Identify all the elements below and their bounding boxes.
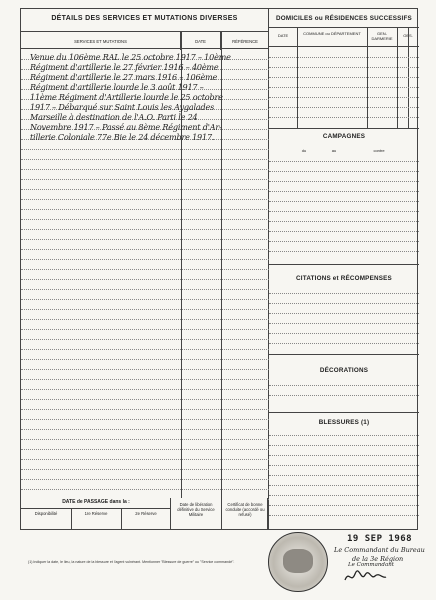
decorations-title: DÉCORATIONS (319, 367, 369, 374)
ruled-line (269, 77, 419, 78)
form-frame (20, 8, 418, 530)
ruled-line (269, 117, 419, 118)
ruled-line (269, 251, 419, 252)
ruled-line (21, 209, 269, 210)
service-entry: 1917 – Débarqué sur Saint Louis les Aygalades (30, 102, 215, 112)
ruled-line (21, 399, 269, 400)
ruled-line (269, 445, 419, 446)
ruled-line (269, 171, 419, 172)
stamp-commandant: Le Commandant du Bureau (334, 546, 425, 554)
ruled-line (269, 333, 419, 334)
ruled-line (21, 479, 269, 480)
services-title: DÉTAILS DES SERVICES ET MUTATIONS DIVERSES (51, 15, 238, 22)
column-divider (367, 27, 368, 129)
ruled-line (21, 189, 269, 190)
passage-title: DATE de PASSAGE dans la : (62, 499, 130, 505)
service-entry: Marseille à destination de l'A.O. Parti le 24 (30, 112, 198, 122)
campagnes-section (269, 129, 419, 265)
ruled-line (21, 219, 269, 220)
ruled-line (21, 439, 269, 440)
ruled-line (21, 249, 269, 250)
citations-section (269, 265, 419, 355)
ruled-line (269, 505, 419, 506)
ruled-line (269, 495, 419, 496)
ruled-line (269, 201, 419, 202)
service-entry: Régiment d'artillerie le 27 février 1916 – 40ème (30, 62, 219, 72)
ruled-line (21, 459, 269, 460)
service-entry: tillerie Coloniale 77e Bie le 24 décembre 1917. (30, 132, 215, 142)
stamp-date: 19 SEP 1968 (347, 534, 413, 544)
ruled-line (269, 97, 419, 98)
ruled-line (269, 343, 419, 344)
stamp-region: de la 3e Région (352, 555, 404, 563)
ruled-line (21, 269, 269, 270)
ruled-line (269, 455, 419, 456)
stamp-signatory: Le Commandant (348, 562, 394, 568)
ruled-line (21, 379, 269, 380)
ruled-line (269, 67, 419, 68)
ruled-line (21, 369, 269, 370)
ruled-line (21, 299, 269, 300)
header-reference: RÉFÉRENCE (232, 38, 258, 44)
ruled-line (21, 169, 269, 170)
header-premiere-reserve: 1re Réserve (84, 511, 108, 516)
passage-divider (21, 508, 171, 509)
ruled-line (21, 469, 269, 470)
ruled-line (269, 485, 419, 486)
ruled-line (269, 241, 419, 242)
ruled-line (269, 181, 419, 182)
header-deuxieme-reserve: 2e Réserve (135, 511, 157, 516)
ruled-line (21, 239, 269, 240)
domiciles-title: DOMICILES ou RÉSIDENCES SUCCESSIFS (276, 15, 412, 22)
column-divider (408, 27, 409, 129)
ruled-line (21, 359, 269, 360)
ruled-line (269, 515, 419, 516)
ruled-line (21, 289, 269, 290)
ruled-line (21, 409, 269, 410)
header-gendarmerie: GEN-DARMERIE (371, 31, 393, 41)
ruled-line (269, 435, 419, 436)
header-domicile-date: DATE (277, 33, 289, 38)
right-panel (269, 9, 419, 529)
ruled-line (269, 303, 419, 304)
header-campagne-au: au (331, 148, 337, 153)
ruled-line (21, 489, 269, 490)
column-divider (121, 508, 122, 530)
service-entry: Novembre 1917 – Passé au 8ème Régiment d'Ar- (30, 122, 222, 132)
ruled-line (21, 419, 269, 420)
ruled-line (21, 309, 269, 310)
header-commune: COMMUNE ou DÉPARTEMENT (303, 31, 361, 36)
ruled-line (21, 259, 269, 260)
official-seal (268, 532, 328, 592)
ruled-line (269, 385, 419, 386)
header-campagne-du: du (301, 148, 307, 153)
passage-reserves (21, 498, 171, 530)
citations-title: CITATIONS et RÉCOMPENSES (296, 275, 392, 282)
column-divider (71, 508, 72, 530)
ruled-line (269, 475, 419, 476)
service-entry: 11ème Régiment d'Artillerie lourde le 25 octobre (30, 92, 223, 102)
header-liberation: Date de libération définitive du Service Militaire (177, 502, 215, 517)
header-obs: OBS. (403, 33, 413, 38)
ruled-line (21, 179, 269, 180)
ruled-line (269, 161, 419, 162)
domiciles-section (269, 9, 419, 129)
ruled-line (269, 57, 419, 58)
passage-block (20, 498, 268, 530)
ruled-line (269, 313, 419, 314)
blessures-title: BLESSURES (1) (318, 419, 370, 426)
ruled-line (269, 323, 419, 324)
services-panel (21, 9, 269, 529)
ruled-line (21, 319, 269, 320)
service-entry: Venue du 106ème RAL le 25 octobre 1917 – 10ème (30, 52, 231, 62)
blessures-section (269, 413, 419, 529)
header-campagne-contre: contre (373, 148, 385, 153)
footnote: (1) Indiquer la date, le lieu, la nature de la blessure et l'agent vulnérant. Mentionner "Blessure de guerre" ou "Service commandé". (28, 560, 235, 564)
ruled-line (21, 349, 269, 350)
ruled-line (269, 211, 419, 212)
ruled-line (21, 329, 269, 330)
ruled-line (269, 87, 419, 88)
ruled-line (269, 221, 419, 222)
ruled-line (21, 199, 269, 200)
ruled-line (269, 395, 419, 396)
signature (343, 566, 387, 586)
services-header-row (21, 31, 269, 49)
seal-emblem (283, 549, 313, 573)
campagnes-title: CAMPAGNES (322, 133, 366, 140)
column-divider (297, 27, 298, 129)
ruled-line (21, 339, 269, 340)
ruled-line (21, 429, 269, 430)
decorations-section (269, 355, 419, 413)
header-conduite: Certificat de bonne conduite (accordé ou refusé) (225, 502, 265, 517)
ruled-line (21, 159, 269, 160)
ruled-line (269, 465, 419, 466)
header-disponibilite: Disponibilité (34, 511, 58, 516)
ruled-line (21, 389, 269, 390)
column-divider (397, 27, 398, 129)
ruled-line (21, 449, 269, 450)
ruled-line (269, 293, 419, 294)
service-entry: Régiment d'artillerie le 27 mars 1916 – 106ème (30, 72, 218, 82)
header-services: SERVICES ET MUTATIONS (21, 32, 181, 50)
ruled-line (21, 229, 269, 230)
ruled-line (21, 279, 269, 280)
ruled-line (269, 191, 419, 192)
ruled-line (269, 231, 419, 232)
service-entry: Régiment d'artillerie lourde le 3 août 1917 – (30, 82, 204, 92)
ruled-line (269, 107, 419, 108)
ruled-line (21, 149, 269, 150)
header-date: DATE (181, 32, 221, 50)
